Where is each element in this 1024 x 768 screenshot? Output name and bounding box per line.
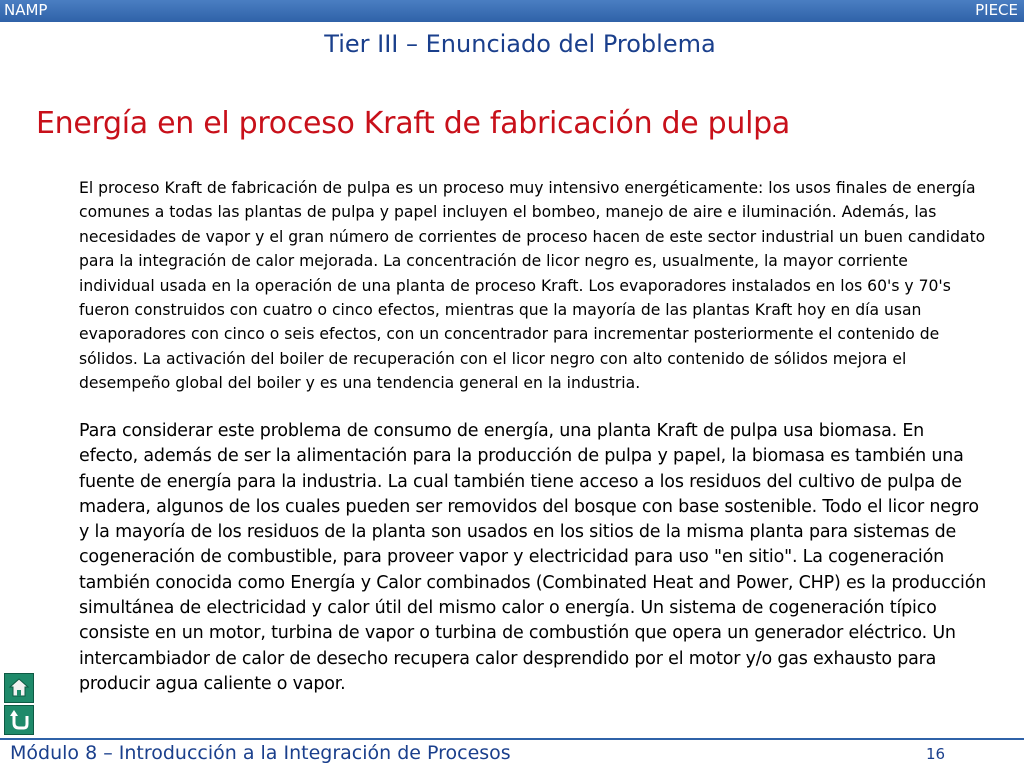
return-button[interactable] — [4, 705, 34, 735]
namp-label: NAMP — [4, 1, 48, 19]
module-label: Módulo 8 – Introducción a la Integración de Procesos — [10, 742, 511, 764]
paragraph-biomass-cogeneration: Para considerar este problema de consumo de energía, una planta Kraft de pulpa usa biomasa. En efecto, además de ser la alimentación para la producción de pulpa y papel, la biomasa es también una fuente de energía para la industria. La cual también tiene acceso a los residuos del cultivo de pulpa de madera, algunos de los cuales pueden ser removidos del bosque con base sostenible. Todo el licor negro y la mayoría de los residuos de la planta son usados en los sitios de la misma planta para sistemas de cogeneración de combustible, para proveer vapor y electricidad para uso "en sitio". La cogeneración también conocida como Energía y Calor combinados (Combinated Heat and Power, CHP) es la producción simultánea de electricidad y calor útil del mismo calor o energía. Un sistema de cogeneración típico consiste en un motor, turbina de vapor o turbina de combustión que opera un generador eléctrico. Un intercambiador de calor de desecho recupera calor desprendido por el motor y/o gas exhausto para producir agua caliente o vapor. — [79, 421, 987, 694]
tier-title: Tier III – Enunciado del Problema — [324, 30, 716, 58]
footer-divider — [0, 738, 1024, 740]
return-arrow-icon — [5, 706, 33, 734]
piece-label: PIECE — [975, 1, 1018, 19]
slide-title: Energía en el proceso Kraft de fabricación de pulpa — [36, 106, 790, 141]
top-banner — [0, 0, 1024, 22]
paragraph-kraft-process: El proceso Kraft de fabricación de pulpa es un proceso muy intensivo energéticamente: los usos finales de energía comunes a todas las plantas de pulpa y papel incluyen el bombeo, manejo de aire e iluminación. Además, las necesidades de vapor y el gran número de corrientes de proceso hacen de este sector industrial un buen candidato para la integración de calor mejorada. La concentración de licor negro es, usualmente, la mayor corriente individual usada en la operación de una planta de proceso Kraft. Los evaporadores instalados en los 60's y 70's fueron construidos con cuatro o cinco efectos, mientras que la mayoría de las plantas Kraft hoy en día usan evaporadores con cinco o seis efectos, con un concentrador para incrementar posteriormente el contenido de sólidos. La activación del boiler de recuperación con el licor negro con alto contenido de sólidos mejora el desempeño global del boiler y es una tendencia general en la industria. — [79, 179, 986, 393]
home-icon — [5, 674, 33, 702]
home-button[interactable] — [4, 673, 34, 703]
page-number: 16 — [926, 745, 946, 763]
